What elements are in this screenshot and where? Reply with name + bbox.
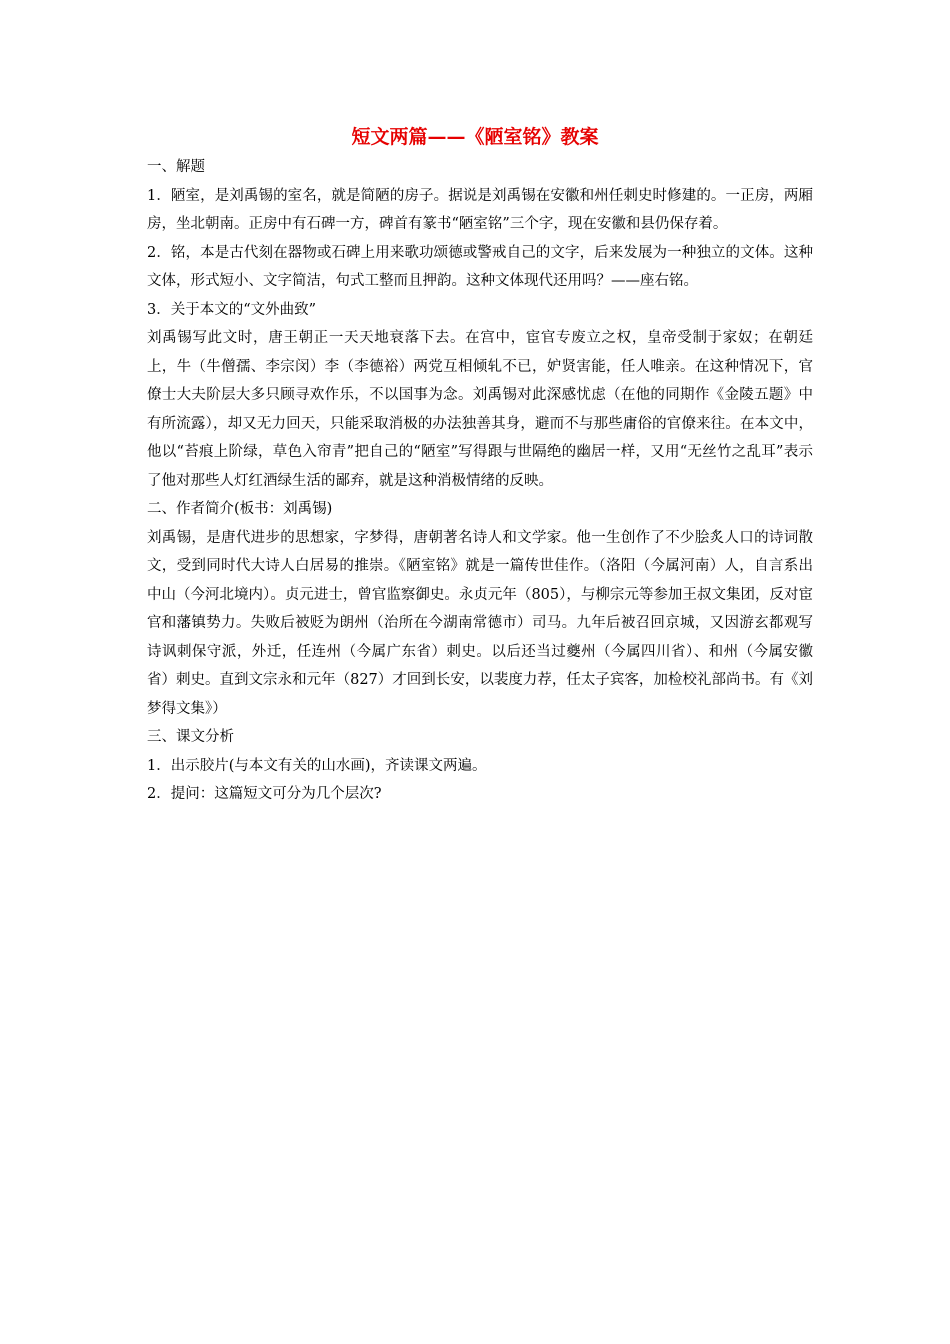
section-heading-analysis: 三、课文分析 — [147, 729, 234, 745]
paragraph-item-1: 1．陋室，是刘禹锡的室名，就是简陋的房子。据说是刘禹锡在安徽和州任刺史时修建的。一正房，两厢房，坐北朝南。正房中有石碑一方，碑首有篆书“陋室铭”三个字，现在安徽和县仍保存着。 — [147, 187, 813, 232]
paragraph-item-2: 2．铭，本是古代刻在器物或石碑上用来歌功颂德或警戒自己的文字，后来发展为一种独立的文体。这种文体，形式短小、文字简洁，句式工整而且押韵。这种文体现代还用吗？——座右铭。 — [147, 244, 813, 289]
document-title: 短文两篇——《陋室铭》教案 — [351, 126, 599, 148]
paragraph-author-bio: 刘禹锡，是唐代进步的思想家，字梦得，唐朝著名诗人和文学家。他一生创作了不少脍炙人口的诗词散文，受到同时代大诗人白居易的推崇。《陋室铭》就是一篇传世佳作。（洛阳（今属河南）人，自言系出中山（今河北境内）。贞元进士，曾官监察御史。永贞元年（805），与柳宗元等参加王叔文集团，反对宦官和藩镇势力。失败后被贬为朗州（治所在今湖南常德市）司马。九年后被召回京城，又因游玄都观写诗讽刺保守派，外迁，任连州（今属广东省）刺史。以后还当过夔州（今属四川省）、和州（今属安徽省）刺史。直到文宗永和元年（827）才回到长安，以裴度力荐，任太子宾客，加检校礼部尚书。有《刘梦得文集》） — [147, 529, 813, 717]
paragraph-background: 刘禹锡写此文时，唐王朝正一天天地衰落下去。在宫中，宦官专废立之权，皇帝受制于家奴；在朝廷上，牛（牛僧孺、李宗闵）李（李德裕）两党互相倾轧不已，妒贤害能，任人唯亲。在这种情况下，官僚士大夫阶层大多只顾寻欢作乐，不以国事为念。刘禹锡对此深感忧虑（在他的同期作《金陵五题》中有所流露），却又无力回天，只能采取消极的办法独善其身，避而不与那些庸俗的官僚来往。在本文中，他以“苔痕上阶绿，草色入帘青”把自己的“陋室”写得跟与世隔绝的幽居一样，又用“无丝竹之乱耳”表示了他对那些人灯红酒绿生活的鄙弃，就是这种消极情绪的反映。 — [147, 330, 813, 489]
paragraph-analysis-2: 2．提问：这篇短文可分为几个层次? — [147, 786, 382, 802]
section-heading-jieti: 一、解题 — [147, 159, 205, 175]
paragraph-item-3: 3．关于本文的“文外曲致” — [147, 301, 317, 318]
document-body — [147, 153, 813, 809]
paragraph-analysis-1: 1．出示胶片(与本文有关的山水画)，齐读课文两遍。 — [147, 757, 487, 774]
section-heading-author: 二、作者简介(板书：刘禹锡) — [147, 501, 333, 517]
